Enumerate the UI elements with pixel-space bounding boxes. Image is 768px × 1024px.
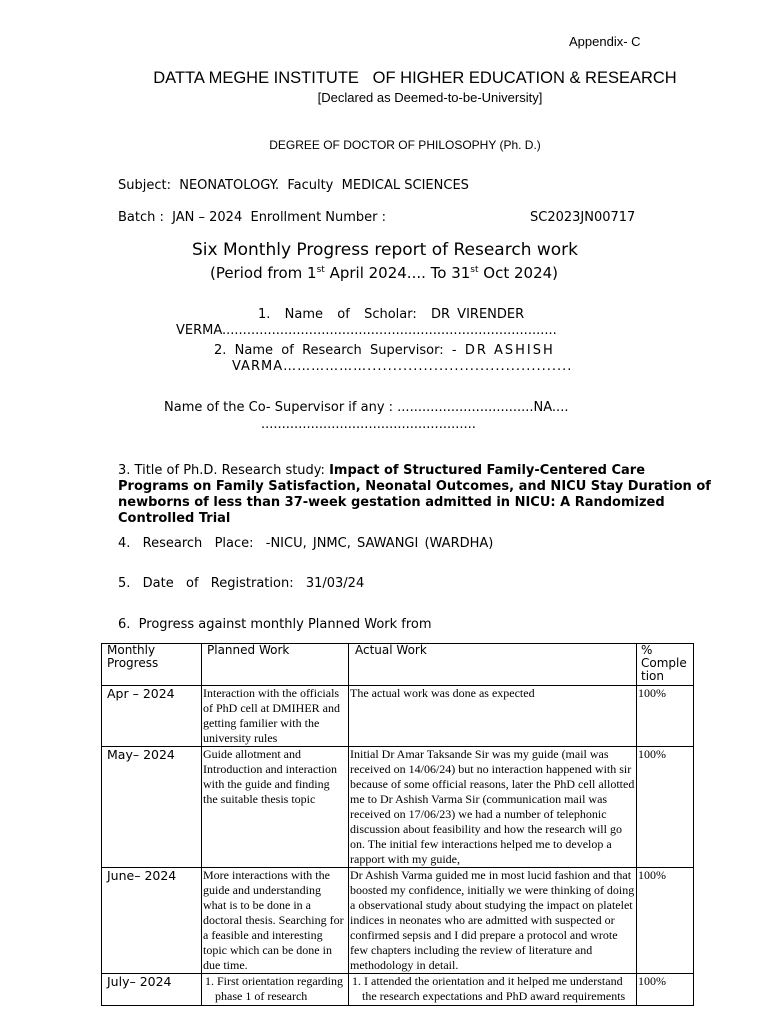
planned-list-item: 1. First orientation regarding phase 1 of research <box>205 974 343 1003</box>
row-planned-work: Interaction with the officials of PhD cell at DMIHER and getting familier with the university rules <box>202 686 349 747</box>
enrollment-number: SC2023JN00717 <box>530 210 636 225</box>
table-row <box>102 974 694 1006</box>
research-place: 4. Research Place: -NICU, JNMC, SAWANGI (WARDHA) <box>118 536 494 551</box>
row-month: June– 2024 <box>102 868 202 974</box>
row-actual-work: The actual work was done as expected <box>349 686 637 747</box>
row-planned-work <box>202 974 349 1006</box>
row-month: May– 2024 <box>102 747 202 868</box>
header-monthly-progress: Monthly Progress <box>102 644 202 686</box>
scholar-name-line-1: 1. Name of Scholar: DR VIRENDER <box>258 307 525 322</box>
supervisor-line-1 <box>214 343 555 358</box>
scholar-name-line-2: VERMA................................................................................. <box>176 323 557 338</box>
row-completion: 100% <box>637 747 694 868</box>
period-suffix: Oct 2024) <box>478 264 559 282</box>
table-header-row <box>102 644 694 686</box>
research-title-value: Impact of Structured Family-Centered Care Programs on Family Satisfaction, Neonatal Outcomes, and NICU Stay Duration of newborns of less than 37-week gestation admitted in NICU: A Randomized Controlled Trial <box>118 463 711 526</box>
progress-heading: 6. Progress against monthly Planned Work from <box>118 617 432 632</box>
report-period <box>0 264 768 282</box>
header-completion: % Comple tion <box>637 644 694 686</box>
row-planned-work: Guide allotment and Introduction and interaction with the guide and finding the suitable thesis topic <box>202 747 349 868</box>
registration-date: 5. Date of Registration: 31/03/24 <box>118 576 365 591</box>
subject-line: Subject: NEONATOLOGY. Faculty MEDICAL SCIENCES <box>118 178 469 193</box>
row-month: July– 2024 <box>102 974 202 1006</box>
row-completion: 100% <box>637 974 694 1006</box>
row-completion: 100% <box>637 868 694 974</box>
header-actual-work: Actual Work <box>349 644 637 686</box>
row-actual-work <box>349 974 637 1006</box>
row-planned-work: More interactions with the guide and understanding what is to be done in a doctoral thesis. Searching for a feasible and interesting topic which can be done in due time. <box>202 868 349 974</box>
supervisor-label: 2. Name of Research Supervisor: - <box>214 343 465 358</box>
table-row <box>102 868 694 974</box>
header-planned-work: Planned Work <box>202 644 349 686</box>
batch-line: Batch : JAN – 2024 Enrollment Number : <box>118 210 387 225</box>
supervisor-name: DR ASHISH <box>464 343 555 358</box>
actual-list-item: 1. I attended the orientation and it helped me understand the research expectations and PhD award requirements <box>352 974 626 1003</box>
table-row <box>102 747 694 868</box>
progress-table <box>101 643 694 1006</box>
deemed-university-note: [Declared as Deemed-to-be-University] <box>317 90 543 105</box>
research-title-label: 3. Title of Ph.D. Research study: <box>118 463 330 478</box>
row-completion: 100% <box>637 686 694 747</box>
period-prefix: (Period from 1 <box>209 264 317 282</box>
report-title: Six Monthly Progress report of Research work <box>191 240 579 260</box>
institute-name: DATTA MEGHE INSTITUTE OF HIGHER EDUCATION & RESEARCH <box>153 69 677 87</box>
research-title <box>118 463 718 527</box>
period-sup-2: st <box>470 265 479 275</box>
table-row <box>102 686 694 747</box>
supervisor-line-2: VARMA………………........................................ <box>232 359 573 374</box>
period-mid: April 2024.... To 31 <box>324 264 471 282</box>
row-actual-work: Initial Dr Amar Taksande Sir was my guide (mail was received on 14/06/24) but no interaction happened with sir because of some official reasons, later the PhD cell allotted me to Dr Ashish Varma Sir (communication mail was received on 17/06/23) we had a number of telephonic discussion about feasibility and how the research will go on. The initial few interactions helped me to develop a rapport with my guide, <box>349 747 637 868</box>
appendix-label: Appendix- C <box>569 34 641 49</box>
row-month: Apr – 2024 <box>102 686 202 747</box>
degree-title: DEGREE OF DOCTOR OF PHILOSOPHY (Ph. D.) <box>269 138 541 152</box>
period-sup-1: st <box>316 265 325 275</box>
row-actual-work: Dr Ashish Varma guided me in most lucid fashion and that boosted my confidence, initially we were thinking of doing a observational study about studying the impact on platelet indices in neonates who are admitted with suspected or confirmed sepsis and I did prepare a protocol and wrote few chapters including the review of literature and methodology in detail. <box>349 868 637 974</box>
co-supervisor-line-2: .................................................... <box>261 417 476 432</box>
co-supervisor-line-1: Name of the Co- Supervisor if any : .................................NA.... <box>164 400 569 415</box>
